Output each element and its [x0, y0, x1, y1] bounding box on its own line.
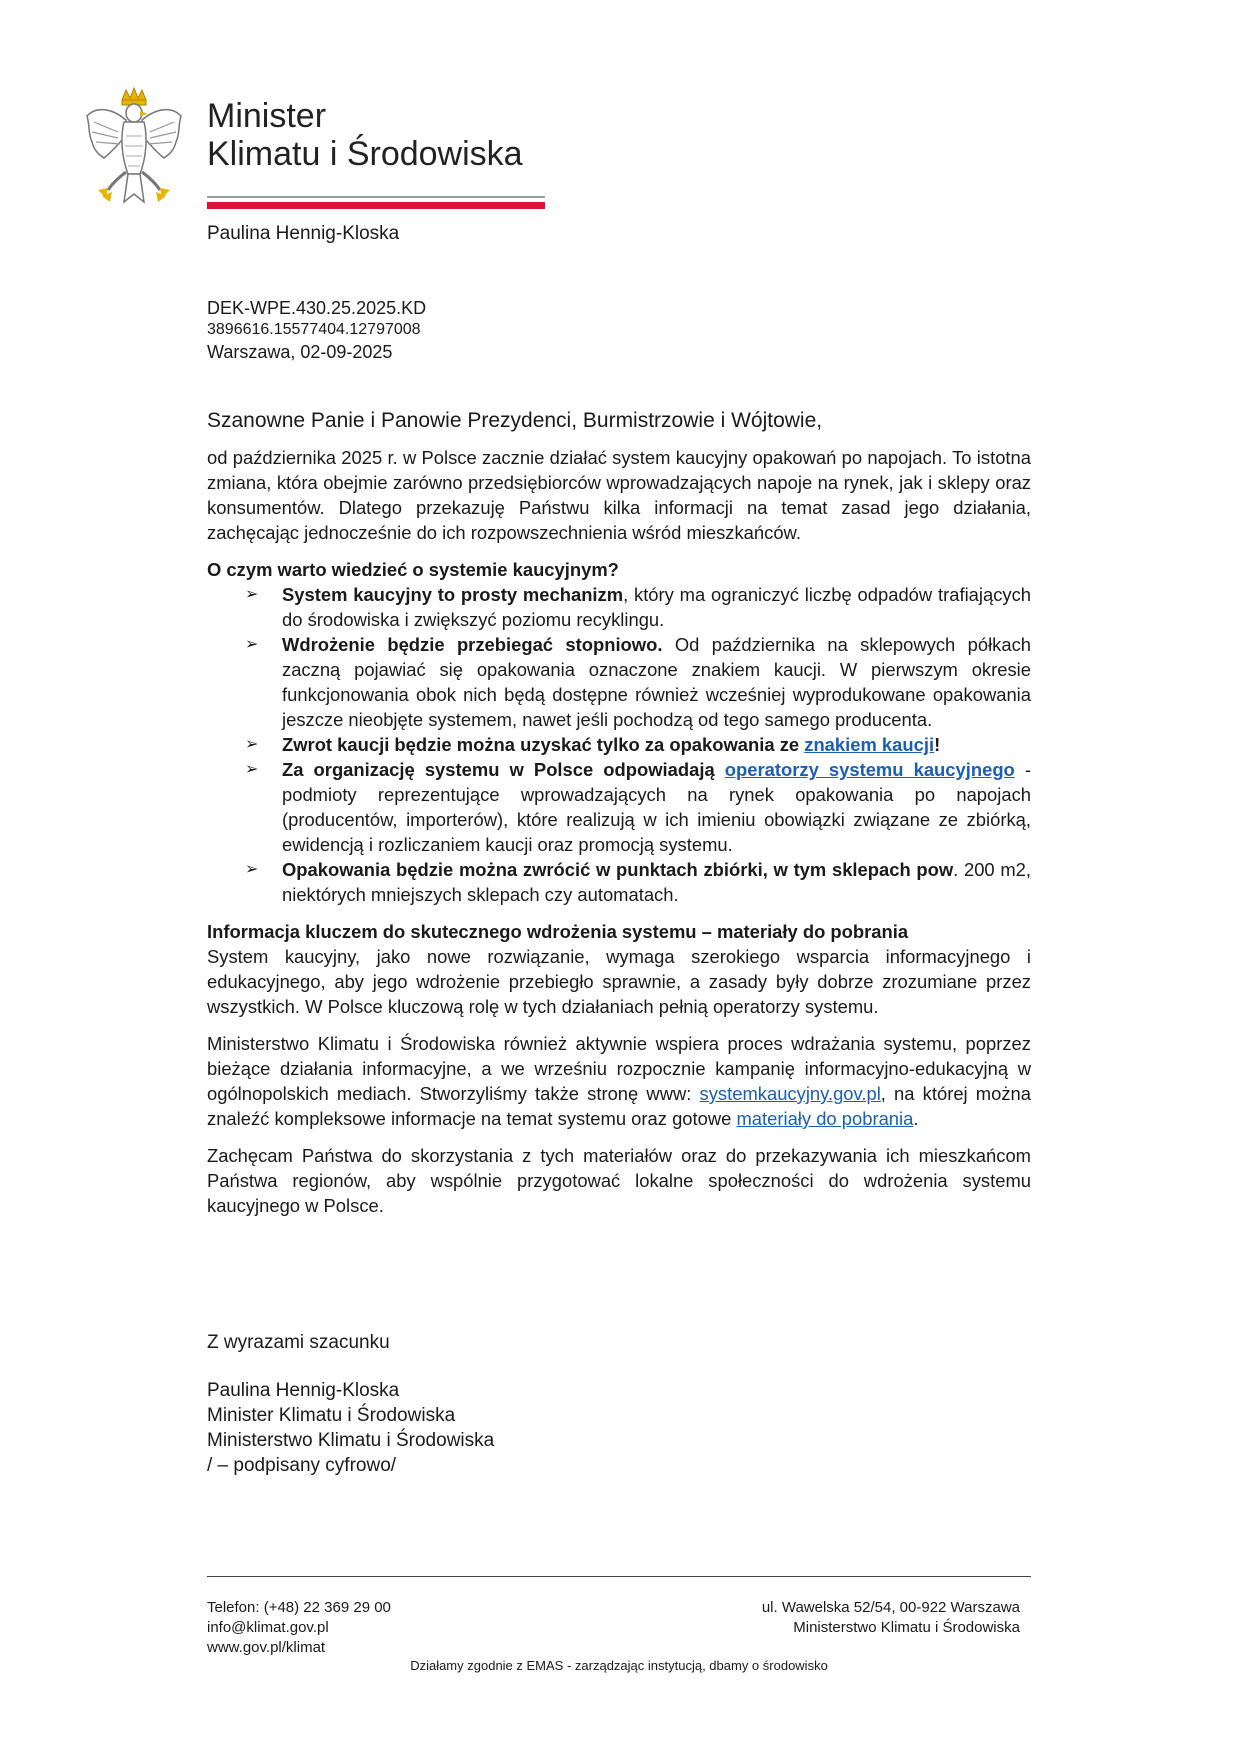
case-number: DEK-WPE.430.25.2025.KD	[207, 298, 427, 318]
polish-eagle-icon	[84, 86, 184, 211]
systemkaucyjny-link[interactable]: systemkaucyjny.gov.pl	[699, 1083, 881, 1104]
signature-block	[207, 1378, 494, 1478]
footer-web: www.gov.pl/klimat	[207, 1639, 326, 1656]
section2-heading: Informacja kluczem do skutecznego wdrożenia systemu – materiały do pobrania	[207, 921, 909, 942]
footer-institution: Ministerstwo Klimatu i Środowiska	[793, 1619, 1020, 1636]
arrowhead-bullet-icon: ➢	[245, 586, 259, 603]
footer-divider	[207, 1576, 1031, 1577]
list-item: ➢ Wdrożenie będzie przebiegać stopniowo. Od października na sklepowych półkach zaczną pojawiać się opakowania oznaczone znakiem kaucji. W pierwszym okresie funkcjonowania obok nich będą dostępne również wcześniej wyprodukowane opakowania jeszcze nieobjęte systemem, nawet jeśli pochodzą od tego samego producenta.	[245, 634, 1031, 730]
arrowhead-bullet-icon: ➢	[245, 861, 259, 878]
operators-link[interactable]: operatorzy systemu kaucyjnego	[724, 759, 1015, 780]
section2-paragraph-1: System kaucyjny, jako nowe rozwiązanie, wymaga szerokiego wsparcia informacyjnego i edukacyjnego, aby jego wdrożenie przebiegło sprawnie, a zasady były dobrze zrozumiane przez wszystkich. W Polsce kluczową rolę w tych działaniach pełnią operatorzy systemu.	[207, 946, 1031, 1017]
footer-street: ul. Wawelska 52/54, 00-922 Warszawa	[761, 1599, 1020, 1616]
list-item: ➢ System kaucyjny to prosty mechanizm, który ma ograniczyć liczbę odpadów trafiających do środowiska i zwiększyć poziomu recyklingu.	[245, 584, 1032, 630]
section2-paragraph-3: Zachęcam Państwa do skorzystania z tych materiałów oraz do przekazywania ich mieszkańcom Państwa regionów, aby wspólnie przygotować lokalne społeczności do wdrożenia systemu kaucyjnego w Polsce.	[207, 1145, 1031, 1216]
signature-name: Paulina Hennig-Kloska	[207, 1380, 400, 1401]
title-line-1: Minister	[207, 97, 327, 135]
arrowhead-bullet-icon: ➢	[245, 761, 259, 778]
place-date: Warszawa, 02-09-2025	[207, 342, 393, 362]
arrowhead-bullet-icon: ➢	[245, 636, 259, 653]
reference-block	[207, 296, 426, 364]
deposit-mark-link[interactable]: znakiem kaucji	[804, 734, 935, 755]
title-divider	[207, 196, 545, 198]
ministry-title	[207, 97, 523, 173]
footer-phone: Telefon: (+48) 22 369 29 00	[207, 1599, 391, 1616]
letter-body	[207, 445, 1031, 1218]
title-red-bar	[207, 202, 545, 209]
arrowhead-bullet-icon: ➢	[245, 736, 259, 753]
footer-contact	[207, 1598, 391, 1658]
section2-paragraph-2: Ministerstwo Klimatu i Środowiska również aktywnie wspiera proces wdrażania systemu, poprzez bieżące działania informacyjne, a we wrześniu rozpocznie kampanię informacyjno-edukacyjną w ogólnopolskich mediach. Stworzyliśmy także stronę www: systemkaucyjny.gov.pl, na której można znaleźć kompleksowe informacje na temat systemu oraz gotowe materiały do pobrania.	[207, 1033, 1031, 1129]
download-materials-link[interactable]: materiały do pobrania	[736, 1108, 914, 1129]
bullet-list	[207, 582, 1031, 907]
section1-heading: O czym warto wiedzieć o systemie kaucyjnym?	[207, 559, 619, 580]
signature-role: Minister Klimatu i Środowiska	[207, 1405, 456, 1426]
signature-institution: Ministerstwo Klimatu i Środowiska	[207, 1430, 495, 1451]
document-id: 3896616.15577404.12797008	[207, 321, 421, 338]
footer-address	[640, 1598, 1020, 1638]
footer-emas: Działamy zgodnie z EMAS - zarządzając instytucją, dbamy o środowisko	[410, 1658, 828, 1673]
intro-paragraph: od października 2025 r. w Polsce zacznie działać system kaucyjny opakowań po napojach. To istotna zmiana, która obejmie zarówno przedsiębiorców wprowadzających napoje na rynek, jak i sklepy oraz konsumentów. Dlatego przekazuję Państwu kilka informacji na temat zasad jego działania, zachęcając jednocześnie do ich rozpowszechnienia wśród mieszkańców.	[207, 447, 1031, 543]
salutation: Szanowne Panie i Panowie Prezydenci, Burmistrzowie i Wójtowie,	[207, 409, 823, 432]
list-item: ➢ Opakowania będzie można zwrócić w punktach zbiórki, w tym sklepach pow. 200 m2, niektórych mniejszych sklepach czy automatach.	[245, 859, 1032, 905]
signature-note: / – podpisany cyfrowo/	[207, 1455, 397, 1476]
header-signer: Paulina Hennig-Kloska	[207, 223, 400, 244]
closing-line: Z wyrazami szacunku	[207, 1332, 390, 1353]
list-item: ➢ Za organizację systemu w Polsce odpowiadają operatorzy systemu kaucyjnego - podmioty reprezentujące wprowadzających na rynek opakowania po napojach (producentów, importerów), które realizują w ich imieniu obowiązki związane ze zbiórką, ewidencją i rozliczaniem kaucji oraz promocją systemu.	[245, 759, 1032, 855]
footer-email: info@klimat.gov.pl	[207, 1619, 329, 1636]
title-line-2: Klimatu i Środowiska	[207, 135, 523, 173]
list-item: ➢ Zwrot kaucji będzie można uzyskać tylko za opakowania ze znakiem kaucji!	[245, 734, 941, 755]
